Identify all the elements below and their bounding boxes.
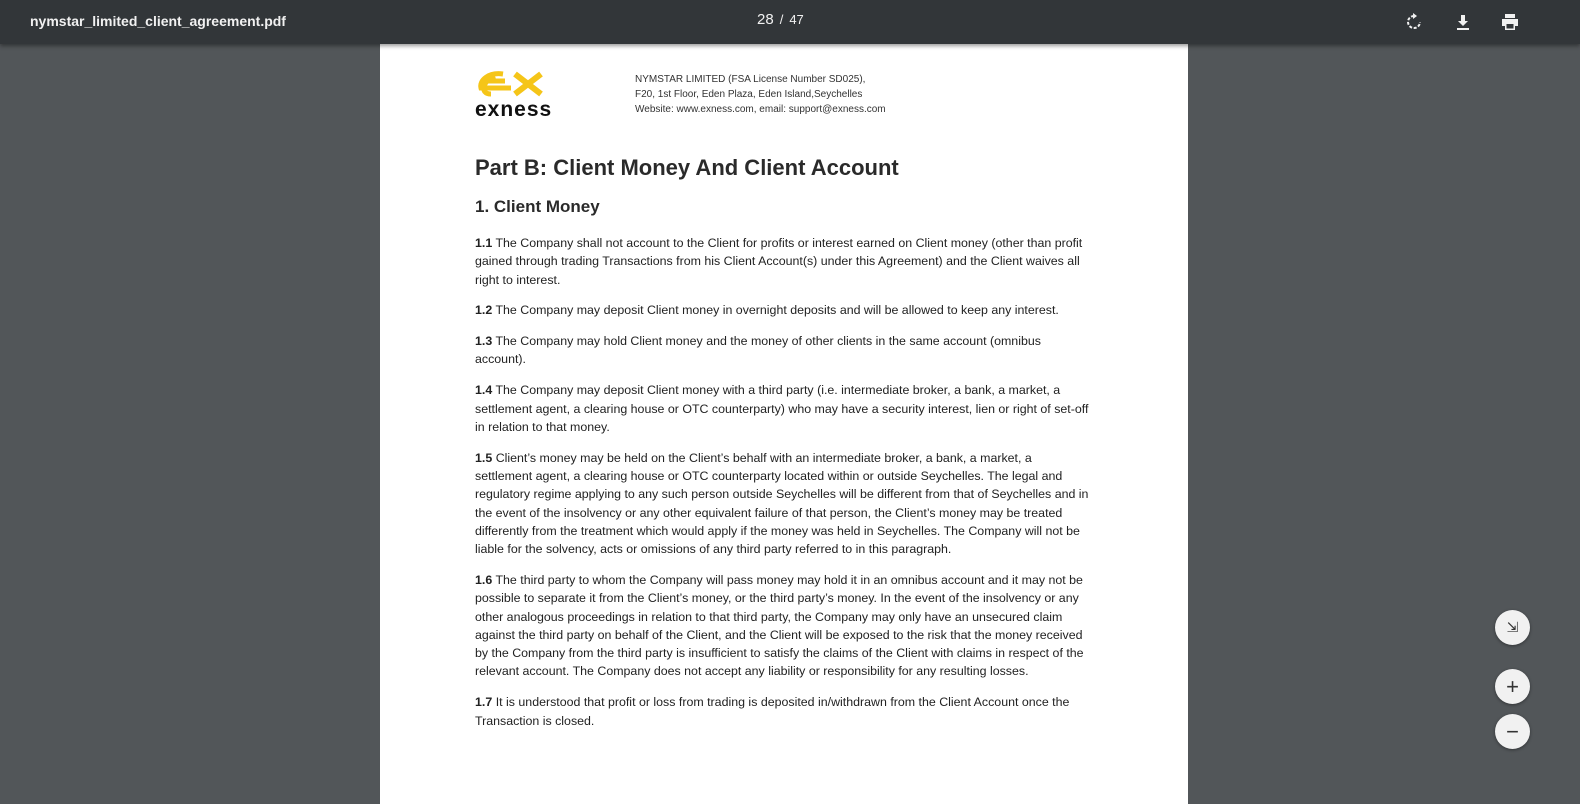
subsection-heading: 1. Client Money bbox=[475, 197, 600, 216]
paragraph bbox=[475, 234, 1090, 289]
file-title: nymstar_limited_client_agreement.pdf bbox=[30, 13, 286, 29]
plus-icon: + bbox=[1506, 673, 1519, 699]
paragraph-number: 1.2 bbox=[475, 303, 493, 318]
paragraph bbox=[475, 449, 1090, 559]
fit-page-icon: ⇲ bbox=[1506, 619, 1519, 635]
paragraph bbox=[475, 381, 1090, 436]
paragraph-number: 1.5 bbox=[475, 450, 493, 465]
paragraph-text: Client’s money may be held on the Client’s behalf with an intermediate broker, a bank, a market, a settlement agent, a clearing house or OTC counterparty located within or outside Seychelles. The legal and regulatory regime applying to any such person outside Seychelles will be different from that of Seychelles and in the event of the insolvency or any other equivalent failure of that person, the Client’s money may be treated differently from the treatment which would apply if the money was held in Seychelles. The Company will not be liable for the solvency, acts or omissions of any third party referred to in this paragraph. bbox=[475, 450, 1089, 557]
page-indicator bbox=[757, 11, 804, 28]
current-page-input[interactable]: 28 bbox=[757, 11, 774, 28]
paragraph-number: 1.1 bbox=[475, 236, 493, 250]
paragraph bbox=[475, 301, 1090, 319]
zoom-out-button[interactable] bbox=[1495, 714, 1530, 749]
paragraph-number: 1.7 bbox=[475, 695, 493, 710]
pdf-toolbar bbox=[0, 0, 1580, 44]
svg-text:exness: exness bbox=[475, 98, 553, 120]
paragraph bbox=[475, 693, 1090, 730]
total-pages: 47 bbox=[789, 12, 804, 27]
exness-logo bbox=[475, 70, 557, 125]
address-line: NYMSTAR LIMITED (FSA License Number SD025), bbox=[635, 74, 866, 85]
print-button[interactable] bbox=[1498, 10, 1522, 34]
paragraph-text: It is understood that profit or loss from trading is deposited in/withdrawn from the Client Account once the Transaction is closed. bbox=[475, 695, 1070, 728]
paragraph bbox=[475, 571, 1090, 681]
page-separator: / bbox=[779, 12, 784, 27]
download-icon bbox=[1455, 14, 1471, 30]
rotate-icon bbox=[1405, 13, 1423, 31]
minus-icon: − bbox=[1506, 718, 1519, 744]
document-body bbox=[475, 234, 1090, 742]
section-heading: Part B: Client Money And Client Account bbox=[475, 155, 899, 180]
paragraph-number: 1.3 bbox=[475, 334, 493, 349]
pdf-page bbox=[380, 44, 1188, 804]
zoom-in-button[interactable] bbox=[1495, 669, 1530, 704]
paragraph-text: The Company may deposit Client money with a third party (i.e. intermediate broker, a bank, a market, a settlement agent, a clearing house or OTC counterparty) who may have a security interest, lien or right of set-off in relation to that money. bbox=[475, 383, 1089, 434]
print-icon bbox=[1501, 14, 1519, 30]
address-line: Website: www.exness.com, email: support@exness.com bbox=[635, 104, 886, 115]
address-line: F20, 1st Floor, Eden Plaza, Eden Island,Seychelles bbox=[635, 89, 863, 100]
paragraph-number: 1.4 bbox=[475, 383, 493, 398]
company-address bbox=[635, 72, 886, 117]
paragraph-text: The Company may deposit Client money in overnight deposits and will be allowed to keep any interest. bbox=[495, 303, 1059, 318]
paragraph-text: The Company may hold Client money and the money of other clients in the same account (omnibus account). bbox=[475, 334, 1041, 367]
paragraph bbox=[475, 332, 1090, 369]
paragraph-text: The third party to whom the Company will pass money may hold it in an omnibus account and it may not be possible to separate it from the Client’s money, or the third party’s money. In the event of the insolvency or any other analogous proceedings in relation to that third party, the Company may only have an unsecured claim against the third party on behalf of the Client, and the Client will be exposed to the risk that the money received by the Company from the third party is insufficient to satisfy the claims of the Client with claims in respect of the relevant account. The Company does not accept any liability or responsibility for any resulting losses. bbox=[475, 572, 1084, 679]
paragraph-text: The Company shall not account to the Client for profits or interest earned on Client money (other than profit gained through trading Transactions from his Client Account(s) under this Agreement) and the Client waives all right to interest. bbox=[475, 236, 1083, 287]
fit-page-button[interactable] bbox=[1495, 610, 1530, 645]
rotate-button[interactable] bbox=[1402, 10, 1426, 34]
download-button[interactable] bbox=[1451, 10, 1475, 34]
paragraph-number: 1.6 bbox=[475, 572, 493, 587]
